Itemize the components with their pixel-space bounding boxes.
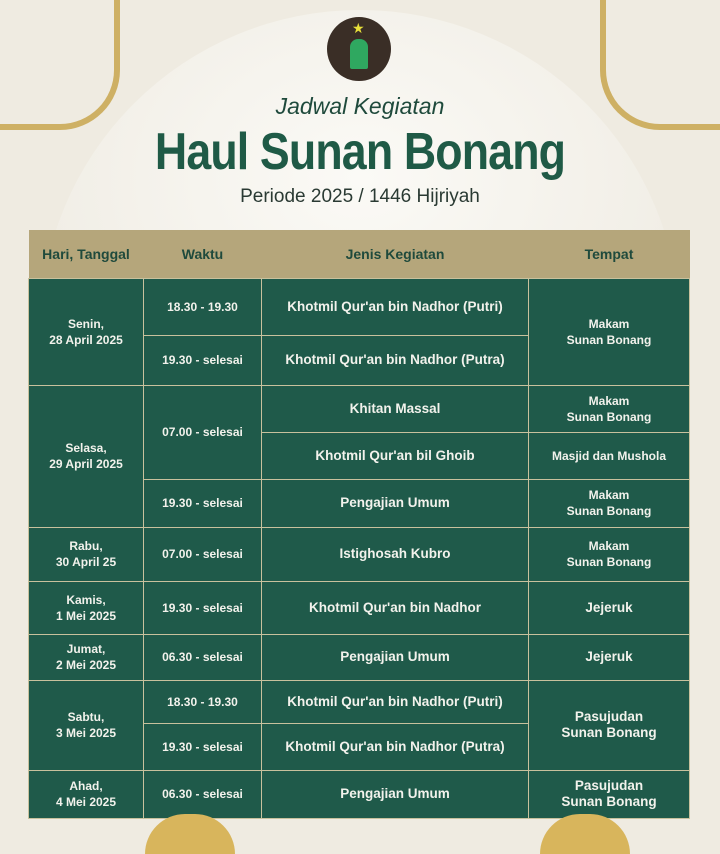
col-header-day: Hari, Tanggal [29,230,144,278]
table-row [29,680,690,723]
col-header-place: Tempat [529,230,690,278]
place-cell: Makam Sunan Bonang [529,385,690,432]
activity-cell: Pengajian Umum [262,479,529,527]
activity-cell: Khitan Massal [262,385,529,432]
page-title: Haul Sunan Bonang [154,123,566,181]
day-cell: Jumat, 2 Mei 2025 [29,634,144,680]
star-icon: ★ [352,20,365,36]
day-cell: Ahad, 4 Mei 2025 [29,770,144,818]
day-cell: Kamis, 1 Mei 2025 [29,581,144,634]
activity-cell: Khotmil Qur'an bin Nadhor (Putri) [262,680,529,723]
activity-cell: Khotmil Qur'an bin Nadhor (Putra) [262,335,529,385]
place-cell: Jejeruk [529,634,690,680]
table-row [29,770,690,818]
activity-cell: Istighosah Kubro [262,527,529,581]
activity-cell: Khotmil Qur'an bil Ghoib [262,432,529,479]
time-cell: 07.00 - selesai [144,385,262,479]
time-cell: 18.30 - 19.30 [144,680,262,723]
day-cell: Rabu, 30 April 25 [29,527,144,581]
time-cell: 07.00 - selesai [144,527,262,581]
activity-cell: Khotmil Qur'an bin Nadhor [262,581,529,634]
activity-cell: Khotmil Qur'an bin Nadhor (Putri) [262,278,529,335]
dome-decoration [540,814,630,854]
place-cell: Makam Sunan Bonang [529,479,690,527]
activity-cell: Pengajian Umum [262,770,529,818]
day-cell: Senin, 28 April 2025 [29,278,144,385]
place-cell: Makam Sunan Bonang [529,527,690,581]
time-cell: 18.30 - 19.30 [144,278,262,335]
time-cell: 19.30 - selesai [144,723,262,770]
place-cell: Pasujudan Sunan Bonang [529,770,690,818]
col-header-activity: Jenis Kegiatan [262,230,529,278]
place-cell: Pasujudan Sunan Bonang [529,680,690,770]
table-row [29,634,690,680]
activity-cell: Pengajian Umum [262,634,529,680]
time-cell: 19.30 - selesai [144,479,262,527]
day-cell: Selasa, 29 April 2025 [29,385,144,527]
activity-cell: Khotmil Qur'an bin Nadhor (Putra) [262,723,529,770]
table-row [29,581,690,634]
table-row [29,385,690,432]
dome-decoration [145,814,235,854]
time-cell: 06.30 - selesai [144,770,262,818]
time-cell: 19.30 - selesai [144,581,262,634]
tower-icon [350,39,368,69]
place-cell: Makam Sunan Bonang [529,278,690,385]
table-row [29,527,690,581]
table-row [29,278,690,335]
period: Periode 2025 / 1446 Hijriyah [240,186,480,207]
col-header-time: Waktu [144,230,262,278]
place-cell: Jejeruk [529,581,690,634]
schedule-table [28,230,690,819]
logo [327,17,391,81]
time-cell: 19.30 - selesai [144,335,262,385]
subtitle: Jadwal Kegiatan [275,93,445,119]
place-cell: Masjid dan Mushola [529,432,690,479]
time-cell: 06.30 - selesai [144,634,262,680]
day-cell: Sabtu, 3 Mei 2025 [29,680,144,770]
